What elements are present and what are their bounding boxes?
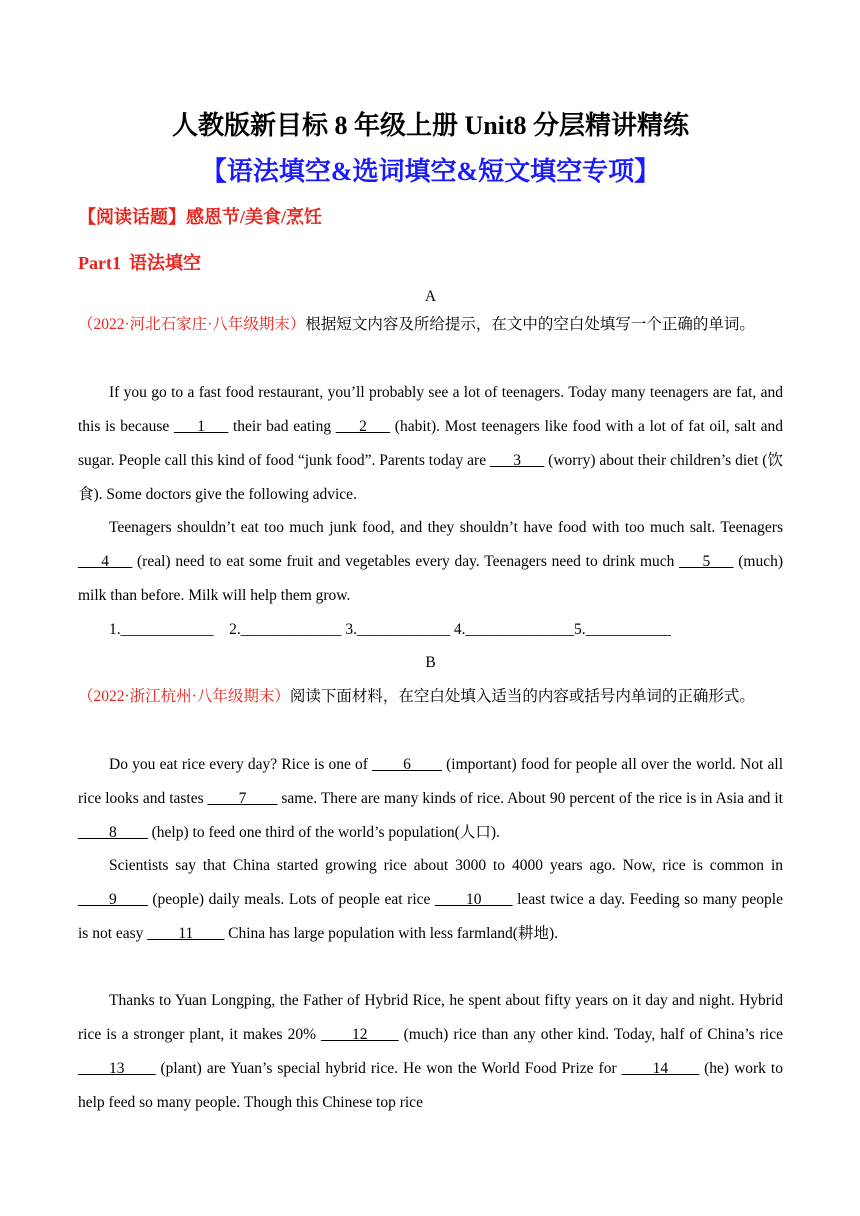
document-title: 人教版新目标 8 年级上册 Unit8 分层精讲精练 [171, 111, 690, 140]
blank-3: ___3___ [490, 452, 545, 469]
blank-2: ___2___ [335, 418, 391, 435]
part-label: Part1 [78, 253, 121, 273]
text-run: same. There are many kinds of rice. About 90 percent of the rice is in Asia and it [277, 790, 783, 807]
text-run: Thanks to Yuan Longping, the Father of Hybrid Rice, he spent about fifty years on it day and night. Hybrid rice is a stronger plant, it makes 20% [78, 992, 783, 1043]
text-run: (worry) about their children’s diet (饮食). Some doctors give the following advice. [78, 452, 783, 503]
text-run: (real) need to eat some fruit and vegetables every day. Teenagers need to drink much [132, 553, 680, 570]
blank-10: ____10____ [435, 891, 513, 908]
part-name: 语法填空 [128, 253, 201, 273]
section-a-letter: A [424, 288, 437, 305]
section-a-paragraph-1 [78, 376, 783, 512]
text-run: (people) daily meals. Lots of people eat rice [147, 891, 436, 908]
section-a-paragraph-2 [78, 511, 783, 613]
blank-12: ____12____ [321, 1026, 399, 1043]
section-a-answer-line: 1.____________ 2._____________ 3.____________ 4.______________5.___________ [109, 621, 671, 638]
blank-11: ____11____ [147, 925, 225, 942]
text-run: (much) milk than before. Milk will help them grow. [78, 553, 783, 604]
section-a-instruction [78, 308, 783, 342]
text-run: (plant) are Yuan’s special hybrid rice. He won the World Food Prize for [155, 1060, 622, 1077]
blank-14: ____14____ [621, 1060, 700, 1077]
text-run: (important) food for people all over the world. Not all rice looks and tastes [78, 756, 783, 807]
section-b-paragraph-2 [78, 849, 783, 951]
text-run: (he) work to help feed so many people. Though this Chinese top rice [78, 1060, 783, 1111]
blank-6: ____6____ [372, 756, 442, 773]
blank-1: ___1___ [173, 418, 229, 435]
text-run: Scientists say that China started growing rice about 3000 to 4000 years ago. Now, rice is common in [109, 857, 783, 874]
blank-8: ____8____ [78, 824, 148, 841]
part-heading [78, 249, 209, 277]
blank-5: ___5___ [679, 553, 734, 570]
text-run: (much) rice than any other kind. Today, half of China’s rice [398, 1026, 783, 1043]
text-run: Do you eat rice every day? Rice is one of [109, 756, 373, 773]
section-a-instruction-text: 根据短文内容及所给提示，在文中的空白处填写一个正确的单词。 [305, 316, 755, 333]
section-b-paragraph-1 [78, 748, 783, 850]
text-run: their bad eating [228, 418, 336, 435]
section-b-instruction-text: 阅读下面材料，在空白处填入适当的内容或括号内单词的正确形式。 [289, 688, 755, 705]
section-a-source: （2022·河北石家庄·八年级期末） [78, 316, 306, 333]
text-run: least twice a day. Feeding so many people is not easy [78, 891, 783, 942]
reading-topic: 【阅读话题】感恩节/美食/烹饪 [78, 207, 323, 227]
blank-9: ____9____ [78, 891, 148, 908]
blank-7: ____7____ [207, 790, 278, 807]
document-subtitle: 【语法填空&选词填空&短文填空专项】 [200, 157, 661, 186]
blank-4: ___4___ [78, 553, 133, 570]
text-run: China has large population with less farmland(耕地). [224, 925, 559, 942]
text-run: Teenagers shouldn’t eat too much junk food, and they shouldn’t have food with too much salt. Teenagers [109, 519, 783, 536]
section-b-paragraph-3 [78, 984, 783, 1120]
text-run: (habit). Most teenagers like food with a lot of fat oil, salt and sugar. People call this kind of food “junk food”. Parents today are [78, 418, 783, 469]
text-run: (help) to feed one third of the world’s population(人口). [147, 824, 500, 841]
section-b-letter: B [425, 654, 436, 671]
text-run: If you go to a fast food restaurant, you’ll probably see a lot of teenagers. Today many teenagers are fat, and this is because [78, 384, 783, 435]
section-b-source: （2022·浙江杭州·八年级期末） [78, 688, 290, 705]
blank-13: ____13____ [78, 1060, 156, 1077]
section-b-instruction [78, 680, 783, 714]
